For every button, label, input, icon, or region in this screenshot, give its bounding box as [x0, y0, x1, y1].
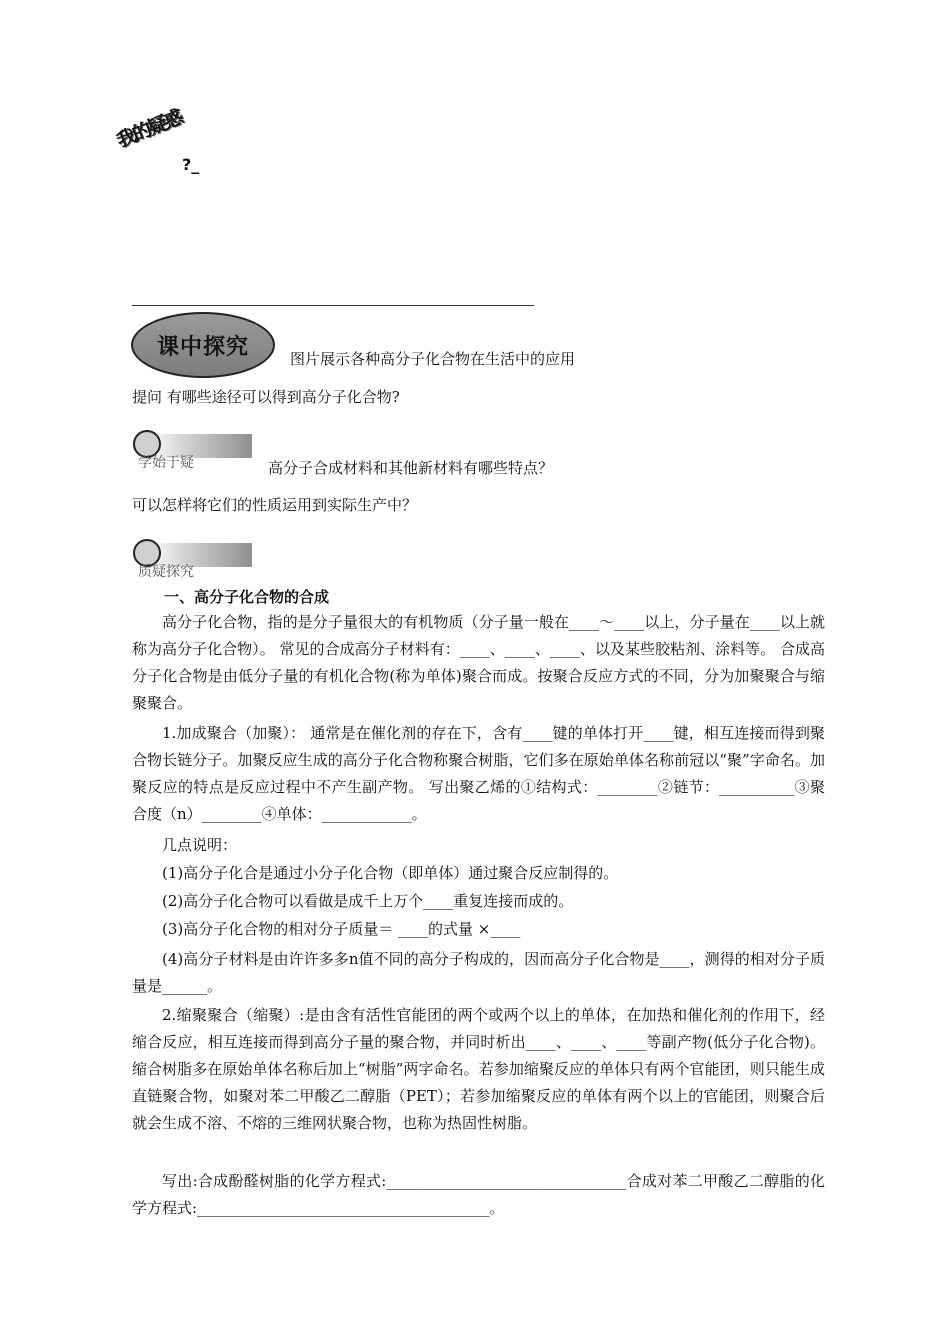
note-3: (3)高分子化合物的相对分子质量＝ ____的式量 ×____: [162, 920, 521, 938]
note-2: (2)高分子化合物可以看做是成千上万个____重复连接而成的。: [162, 892, 574, 910]
paragraph-addition-polymerization: 1.加成聚合（加聚）： 通常是在催化剂的存在下，含有____键的单体打开____键，相互连接而得到聚合物长链分子。加聚反应生成的高分子化合物称聚合树脂，它们多在原始单体名称前冠以“聚”字命名。加聚反应的特点是反应过程中不产生副产物。 写出聚乙烯的①结构式：________②链节：__________③聚合度（n）________④单体：____________。: [132, 724, 825, 823]
explore-banner-label: 质疑探究: [138, 564, 194, 580]
section-oval-title: 课中探究: [156, 334, 249, 360]
note-1: (1)高分子化合是通过小分子化合物（即单体）通过聚合反应制得的。: [162, 864, 619, 882]
question-mark: ?_: [182, 155, 200, 174]
doubt-banner-label: 学始于疑: [138, 455, 194, 471]
paragraph-polymer-definition: 高分子化合物，指的是分子量很大的有机物质（分子量一般在____～____以上，分子量在____以上就称为高分子化合物）。 常见的合成高分子材料有：____、____、____、以及某些胶粘剂、涂料等。 合成高分子化合物是由低分子量的有机化合物(称为单体)聚合而成。按聚合反应方式的不同，分为加聚聚合与缩聚聚合。: [132, 613, 825, 712]
class-intro-text: 图片展示各种高分子化合物在生活中的应用: [290, 350, 576, 368]
section-oval-badge: [131, 312, 275, 378]
doubt-question-1: 高分子合成材料和其他新材料有哪些特点？: [268, 459, 554, 477]
note-4: (4)高分子材料是由许许多多n值不同的高分子构成的，因而高分子化合物是____，测得的相对分子质量是______。: [132, 950, 825, 995]
class-question-text: 提问 有哪些途径可以得到高分子化合物?: [132, 388, 400, 406]
divider-line: [132, 305, 534, 306]
section-heading: 一、高分子化合物的合成: [164, 588, 330, 606]
wordart-title: 我的疑惑: [113, 106, 185, 153]
paragraph-write-equations: 写出:合成酚醛树脂的化学方程式:________________________________合成对苯二甲酸乙二醇脂的化学方程式:_______________________________________。: [132, 1172, 825, 1217]
paragraph-condensation-polymerization: 2.缩聚聚合（缩聚）:是由含有活性官能团的两个或两个以上的单体，在加热和催化剂的作用下，经缩合反应，相互连接而得到高分子量的聚合物，并同时析出____、____、____等副产物(低分子化合物)。缩合树脂多在原始单体名称后加上“树脂”两字命名。若参加缩聚反应的单体只有两个官能团，则只能生成直链聚合物，如聚对苯二甲酸乙二醇脂（PET）；若参加缩聚反应的单体有两个以上的官能团，则聚合后就会生成不溶、不熔的三维网状聚合物，也称为热固性树脂。: [132, 1006, 825, 1132]
doubt-question-2: 可以怎样将它们的性质运用到实际生产中？: [132, 496, 418, 514]
notes-title: 几点说明：: [162, 836, 238, 854]
